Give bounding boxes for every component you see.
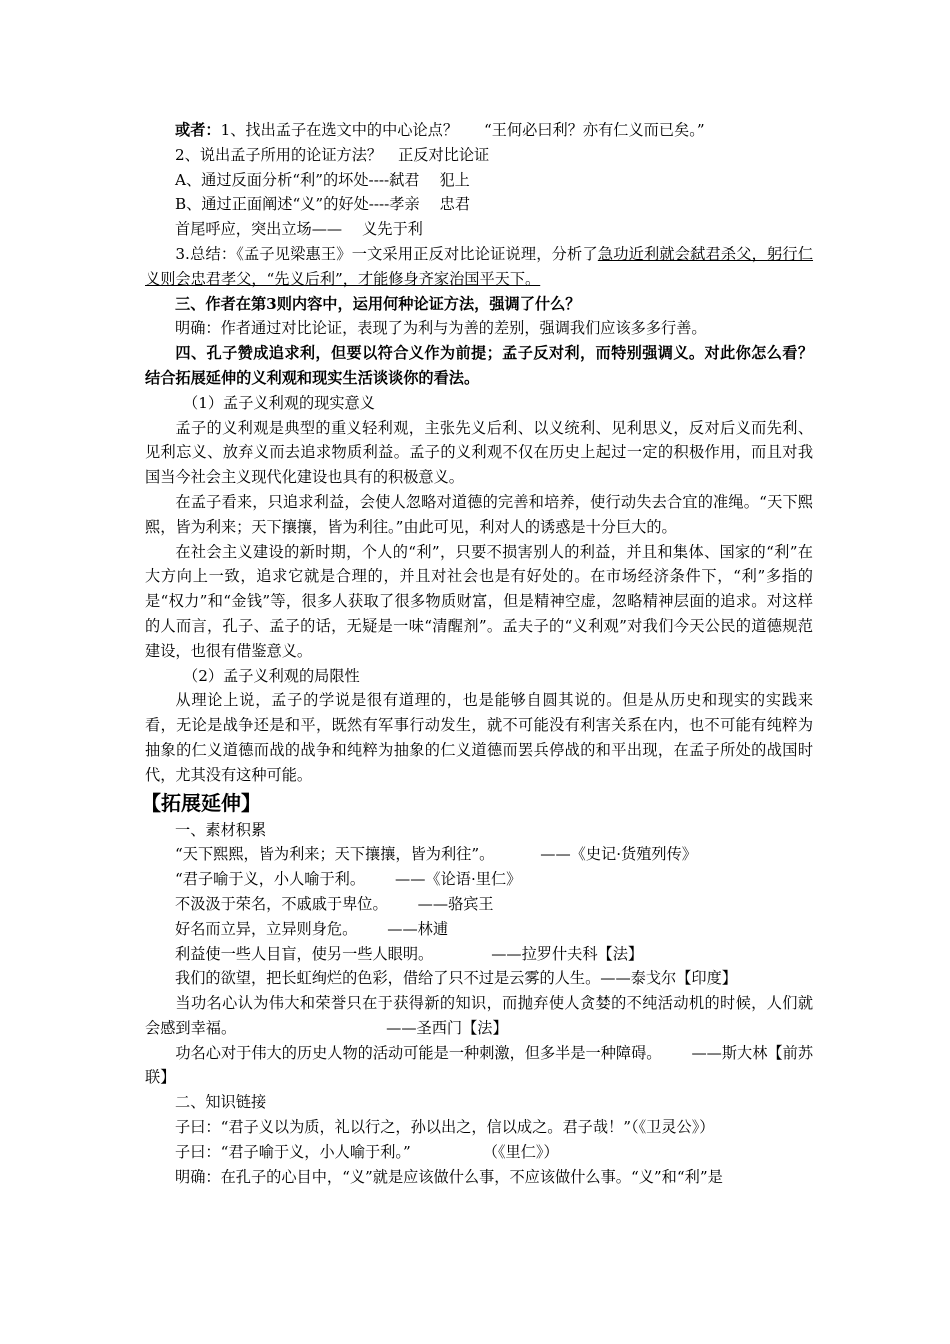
subheading-2: （2）孟子义利观的局限性 (183, 666, 360, 685)
material-1 (145, 842, 813, 867)
paragraph-4: 从理论上说，孟子的学说是很有道理的，也是能够自圆其说的。但是从历史和现实的实践来看，无论是战争还是和平，既然有军事行动发生，就不可能没有利害关系在内，也不可能有纯粹为抽象的仁义道德而战的战争和纯粹为抽象的仁义道德而罢兵停战的和平出现，在孟子所处的战国时代，尤其没有这种可能。 (145, 691, 813, 784)
subheading-1: （1）孟子义利观的现实意义 (183, 393, 375, 412)
line-c (145, 217, 813, 242)
document-page (141, 112, 814, 1189)
line-b-text: B、通过正面阐述“义”的好处----孝亲 (175, 195, 420, 214)
line-b (145, 192, 813, 217)
material-7 (145, 991, 813, 1041)
material-7-source: ——圣西门【法】 (386, 1018, 508, 1037)
knowledge-2-source: （《里仁》） (482, 1142, 559, 1161)
material-3 (145, 892, 813, 917)
question-1-prefix: 或者： (175, 121, 221, 139)
summary-underline-2: 躬行仁义则会忠君孝父，“先义后利”，才能修身齐家治国平天下。 (145, 244, 814, 288)
line-a-text: A、通过反面分析“利”的坏处----弑君 (175, 170, 420, 189)
material-6: 我们的欲望，把长虹绚烂的色彩，借给了只不过是云雾的人生。——泰戈尔【印度】 (175, 969, 737, 988)
material-1-source: ——《史记·货殖列传》 (540, 845, 697, 864)
material-8-quote: 功名心对于伟大的历史人物的活动可能是一种刺激，但多半是一种障碍。 (175, 1043, 662, 1062)
line-b-tail: 忠君 (439, 195, 471, 214)
material-2-quote: “君子喻于义，小人喻于利。 (175, 870, 366, 889)
question-2 (145, 143, 813, 168)
material-3-source: ——骆宾王 (417, 894, 494, 913)
line-c-tail: 义先于利 (362, 220, 423, 239)
summary-text: 3.总结：《孟子见梁惠王》一文采用正反对比论证说理，分析了 (175, 244, 598, 263)
section-2-title: 二、知识链接 (175, 1093, 267, 1112)
question-4 (145, 341, 813, 391)
material-4-source: ——林逋 (387, 919, 448, 938)
material-2-source: ——《论语·里仁》 (395, 870, 522, 889)
material-4 (145, 917, 813, 942)
paragraph-2: 在孟子看来，只追求利益，会使人忽略对道德的完善和培养，使行动失去合宜的准绳。“天下熙熙，皆为利来；天下攘攘，皆为利往。”由此可见，利对人的诱惑是十分巨大的。 (145, 492, 813, 536)
question-1-answer: “王何必曰利？亦有仁义而已矣。” (484, 121, 705, 139)
summary-underline-1: 急功近利就会弑君杀父， (597, 244, 768, 263)
material-8-source: ——斯大林【前苏联】 (145, 1043, 814, 1087)
question-2-text: 2、说出孟子所用的论证方法？ (175, 145, 383, 164)
knowledge-1: 子曰：“君子义以为质，礼以行之，孙以出之，信以成之。君子哉！”（《卫灵公》） (175, 1118, 715, 1137)
paragraph-3: 在社会主义建设的新时期，个人的“利”，只要不损害别人的利益，并且和集体、国家的“利”在大方向上一致，追求它就是合理的，并且对社会也是有好处的。在市场经济条件下，“利”多指的是“权力”和“金钱”等，很多人获取了很多物质财富，但是精神空虚，忽略精神层面的追求。对这样的人而言，孔子、孟子的话，无疑是一味“清醒剂”。孟夫子的“义利观”对我们今天公民的道德规范建设，也很有借鉴意义。 (145, 542, 813, 660)
material-8 (145, 1041, 813, 1091)
material-5-source: ——拉罗什夫科【法】 (491, 944, 644, 963)
material-4-quote: 好名而立异，立异则身危。 (175, 919, 358, 938)
question-4-lead: 四、孔子赞成追求利，但要以符合义作为前提；孟子反对利，而特别强调义。 (175, 344, 705, 363)
section-1-title: 一、素材积累 (175, 820, 267, 839)
material-5-quote: 利益使一些人目盲，使另一些人眼明。 (175, 944, 434, 963)
line-c-text: 首尾呼应，突出立场—— (175, 220, 343, 239)
question-1-text: 1、找出孟子在选文中的中心论点？ (220, 121, 459, 139)
question-3-answer: 明确：作者通过对比论证，表现了为利与为善的差别，强调我们应该多多行善。 (175, 319, 707, 338)
knowledge-3: 明确：在孔子的心目中，“义”就是应该做什么事，不应该做什么事。“义”和“利”是 (175, 1167, 723, 1186)
paragraph-1: 孟子的义利观是典型的重义轻利观，主张先义后利、以义统利、见利思义，反对后义而先利、见利忘义、放弃义而去追求物质利益。孟子的义利观不仅在历史上起过一定的积极作用，而且对我国当今社会主义现代化建设也具有的积极意义。 (145, 418, 813, 487)
material-7-quote: 当功名心认为伟大和荣誉只在于获得新的知识，而抛弃使人贪婪的不纯活动机的时候，人们就会感到幸福。 (145, 994, 813, 1037)
knowledge-2-quote: 子曰：“君子喻于义，小人喻于利。” (175, 1142, 411, 1161)
question-1 (145, 118, 813, 143)
question-3: 三、作者在第3则内容中，运用何种论证方法，强调了什么？ (175, 294, 581, 313)
material-2 (145, 867, 813, 892)
question-4-prompt: 对此你怎么看？结合拓展延伸的义利观和现实生活谈谈你的看法。 (145, 344, 814, 387)
knowledge-2 (145, 1140, 813, 1165)
question-2-answer: 正反对比论证 (398, 145, 490, 164)
material-5 (145, 942, 813, 967)
section-heading: 【拓展延伸】 (141, 790, 261, 815)
summary (145, 242, 813, 292)
line-a (145, 168, 813, 193)
line-a-tail: 犯上 (439, 170, 470, 189)
material-1-quote: “天下熙熙，皆为利来；天下攘攘，皆为利往”。 (175, 845, 495, 864)
material-3-quote: 不汲汲于荣名，不戚戚于卑位。 (175, 894, 388, 913)
